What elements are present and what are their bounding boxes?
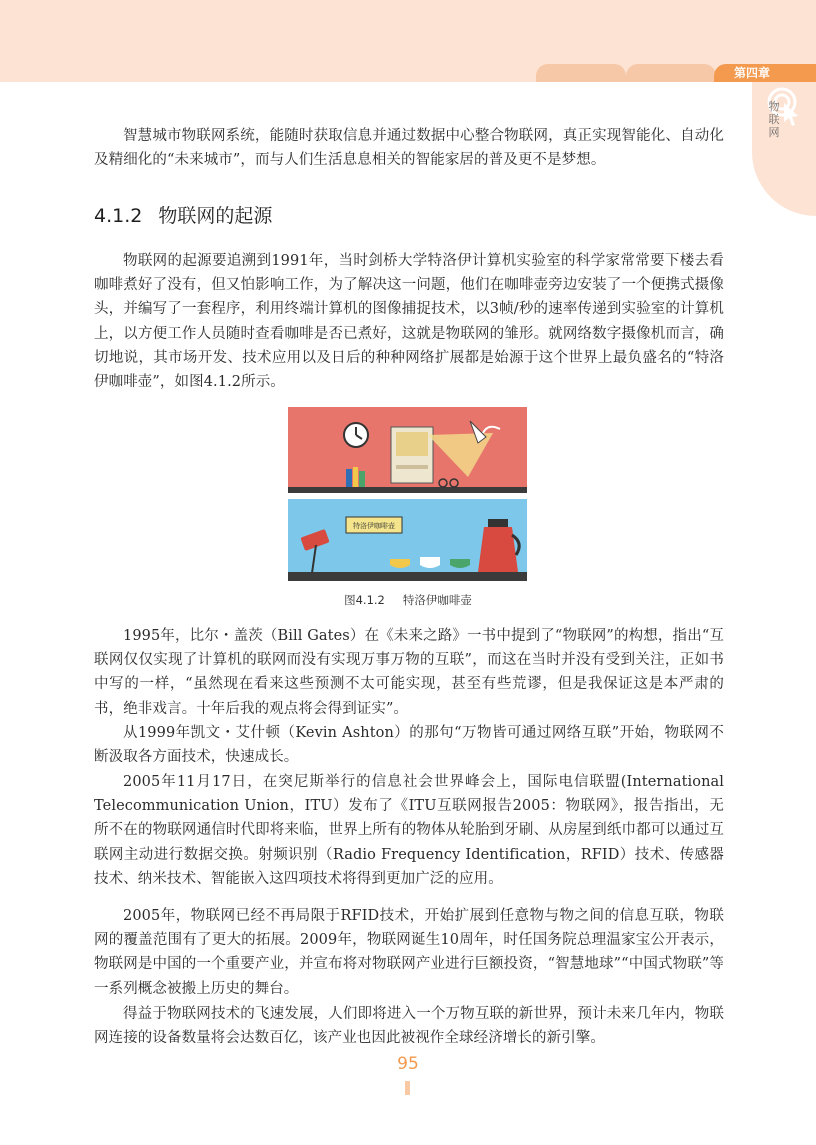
- section-number: 4.1.2: [94, 205, 143, 227]
- section-title: 物联网的起源: [158, 205, 273, 227]
- page-number: 95: [397, 1054, 419, 1074]
- sign: [346, 517, 402, 533]
- clock-icon: [344, 423, 368, 447]
- paragraph-kevin-ashton: 从1999年凯文・艾什顿（Kevin Ashton）的那句“万物皆可通过网络互联”开始，物联网不断汲取各方面技术，快速成长。: [94, 725, 724, 766]
- side-label: 物联网: [768, 100, 780, 139]
- computer-icon: [391, 427, 433, 483]
- shelf: [288, 487, 527, 493]
- paragraph-intro: 智慧城市物联网系统，能随时获取信息并通过数据中心整合物联网，真正实现智能化、自动化及精细化的“未来城市”，而与人们生活息息相关的智能家居的普及更不是梦想。: [94, 128, 724, 169]
- counter: [288, 572, 527, 581]
- paragraph-2009: 2005年，物联网已经不再局限于RFID技术，开始扩展到任意物与物之间的信息互联，物联网的覆盖范围有了更大的拓展。2009年，物联网诞生10周年，时任国务院总理温家宝公开表示，物联网是中国的一个重要产业，并宣布将对物联网产业进行巨额投资，“智慧地球”“中国式物联”等一系列概念被搬上历史的舞台。: [94, 908, 724, 997]
- paragraph-itu-report: 2005年11月17日，在突尼斯举行的信息社会世界峰会上，国际电信联盟(International Telecommunication Union，ITU）发布了《ITU互联网报告2005：物联网》，报告指出，无所不在的物联网通信时代即将来临，世界上所有的物体从轮胎到牙刷、从房屋到纸巾都可以通过互联网主动进行数据交换。射频识别（Radio Frequency Identification，RFID）技术、传感器技术、纳米技术、智能嵌入这四项技术将得到更加广泛的应用。: [94, 774, 724, 887]
- sign-text: 特洛伊咖啡壶: [353, 522, 395, 530]
- paragraph-origin: 物联网的起源要追溯到1991年，当时剑桥大学特洛伊计算机实验室的科学家常常要下楼去看咖啡煮好了没有，但又怕影响工作，为了解决这一问题，他们在咖啡壶旁边安装了一个便携式摄像头，并编写了一套程序，利用终端计算机的图像捕捉技术，以3帧/秒的速率传递到实验室的计算机上，以方便工作人员随时查看咖啡是否已煮好，这就是物联网的雏形。就网络数字摄像机而言，确切地说，其市场开发、技术应用以及日后的种种网络扩展都是始源于这个世界上最负盛名的“特洛伊咖啡壶”，如图4.1.2所示。: [94, 253, 724, 391]
- caption-number: 图4.1.2: [344, 593, 385, 607]
- section-heading: [94, 201, 272, 228]
- chapter-tab: 第四章: [714, 64, 816, 82]
- figure-caption: [0, 592, 816, 608]
- page-number-bar: [405, 1081, 410, 1095]
- paragraph-future: 得益于物联网技术的飞速发展，人们即将进入一个万物互联的新世界，预计未来几年内，物联网连接的设备数量将会达数百亿，该产业也因此被视作全球经济增长的新引擎。: [94, 1006, 724, 1047]
- caption-text: 特洛伊咖啡壶: [402, 593, 472, 607]
- trojan-coffee-pot-illustration: [288, 407, 527, 581]
- header-tab-decor: [536, 64, 626, 82]
- paragraph-bill-gates: 1995年，比尔・盖茨（Bill Gates）在《未来之路》一书中提到了“物联网”的构想，指出“互联网仅仅实现了计算机的联网而没有实现万事万物的互联”，而这在当时并没有受到关注，正如书中写的一样，“虽然现在看来这些预测不太可能实现，甚至有些荒谬，但是我保证这是本严肃的书，绝非戏言。十年后我的观点将会得到证实”。: [94, 628, 724, 717]
- header-tab-decor: [626, 64, 716, 82]
